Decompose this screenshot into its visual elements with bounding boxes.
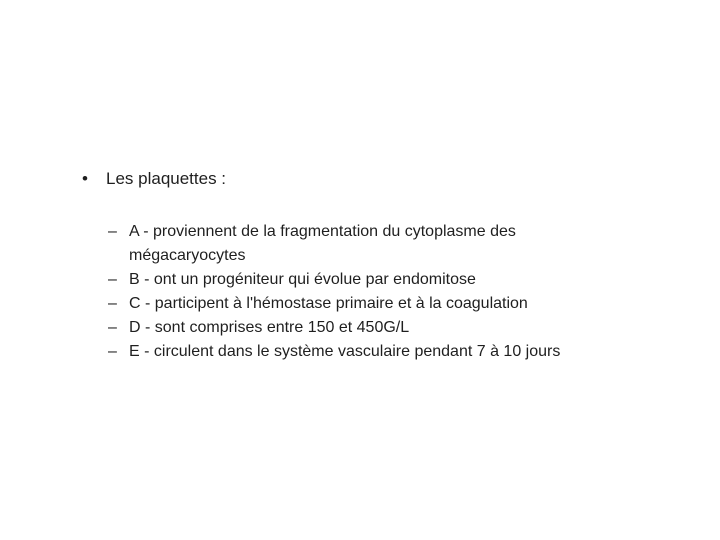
- answer-option-b: [108, 268, 578, 292]
- main-bullet: [82, 168, 226, 190]
- answer-option-a: [108, 220, 578, 268]
- dash-marker: –: [108, 319, 117, 336]
- dash-marker: –: [108, 343, 117, 360]
- dash-marker: –: [108, 271, 117, 288]
- answer-option-text: E - circulent dans le système vasculaire pendant 7 à 10 jours: [129, 343, 561, 360]
- bullet-marker: •: [82, 169, 88, 188]
- answer-option-text: A - proviennent de la fragmentation du cytoplasme des mégacaryocytes: [129, 223, 516, 264]
- answer-option-d: [108, 316, 578, 340]
- question-heading: Les plaquettes :: [106, 169, 227, 188]
- answer-option-e: [108, 340, 578, 364]
- answer-options-list: [108, 220, 578, 364]
- answer-option-text: B - ont un progéniteur qui évolue par endomitose: [129, 271, 476, 288]
- answer-option-c: [108, 292, 578, 316]
- answer-option-text: C - participent à l'hémostase primaire et à la coagulation: [129, 295, 528, 312]
- dash-marker: –: [108, 223, 117, 240]
- dash-marker: –: [108, 295, 117, 312]
- answer-option-text: D - sont comprises entre 150 et 450G/L: [129, 319, 410, 336]
